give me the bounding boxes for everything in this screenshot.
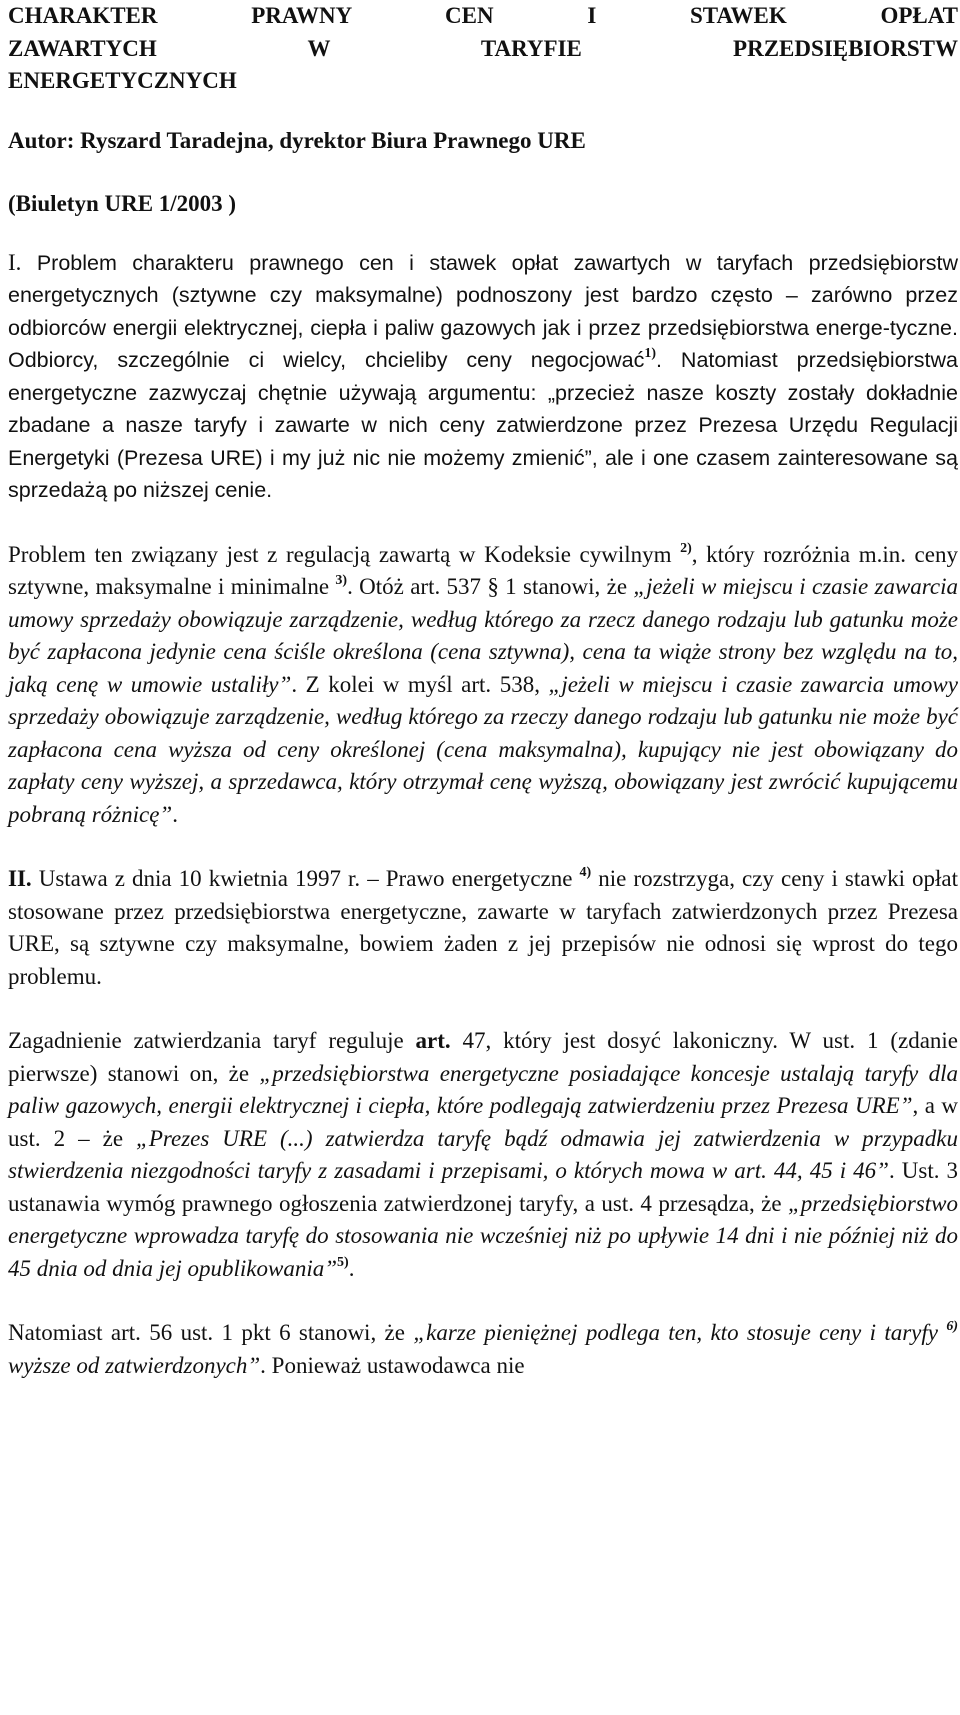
paragraph-2-text-a: Problem ten związany jest z regulacją zawartą w Kodeksie cywilnym	[8, 541, 681, 567]
footnote-ref-2[interactable]: 2)	[680, 540, 692, 556]
paragraph-2-text-c: . Otóż art. 537 § 1 stanowi, że	[347, 574, 634, 599]
footnote-ref-4[interactable]: 4)	[579, 865, 592, 880]
footnote-ref-5[interactable]: 5)	[337, 1254, 349, 1270]
paragraph-5	[8, 1317, 958, 1382]
author-line: Autor: Ryszard Taradejna, dyrektor Biura Prawnego URE	[8, 127, 586, 153]
footnote-ref-1[interactable]: 1)	[644, 346, 656, 361]
bold-art: art.	[415, 1028, 451, 1053]
document-title	[8, 0, 958, 98]
paragraph-3	[8, 863, 958, 993]
paragraph-1-text-b: . Natomiast przedsiębiorstwa energetyczne zazwyczaj chętnie używają argumentu: „przecież nasze koszty zostały dokładnie zbadane a nasze taryfy i zawarte w nich ceny zatwierdzone przez Prezesa Urzędu Regulacji Energetyki (Prezesa URE) i my już nic nie możemy zmienić”, ale i one czasem zainteresowane są sprzedażą po niższej cenie.	[8, 348, 958, 502]
quote-art-47-ust-2: „Prezes URE (...) zatwierdza taryfę bądź odmawia jej zatwierdzenia w przypadku stwierdzenia niezgodności taryfy z zasadami i przepisami, o których mowa w art. 44, 45 i 46”	[8, 1125, 958, 1183]
paragraph-3-text-a: Ustawa z dnia 10 kwietnia 1997 r. – Prawo energetyczne	[31, 866, 580, 891]
paragraph-4-text-b: 47, który jest dosyć lakoniczny. W ust. 1 (zdanie pierwsze) stanowi on, że	[8, 1028, 958, 1086]
title-line-3: ENERGETYCZNYCH	[8, 68, 237, 93]
quote-art-538: „jeżeli w miejscu i czasie zawarcia umowy sprzedaży obowiązuje zarządzenie, według którego za rzeczy danego rodzaju lub gatunku nie może być zapłacona cena wyższa od ceny określonej (cena maksymalna), kupujący nie jest obowiązany do zapłaty ceny wyższej, a sprzedawca, który otrzymał cenę wyższą, obowiązany jest zwrócić kupującemu pobraną różnicę”	[8, 671, 958, 827]
paragraph-4-text-c: , a w ust. 2 – że	[8, 1093, 958, 1151]
quote-art-56-b: wyższe od zatwierdzonych”	[8, 1352, 261, 1378]
paragraph-2	[8, 539, 958, 832]
quote-art-537: „jeżeli w miejscu i czasie zawarcia umowy sprzedaży obowiązuje zarządzenie, według którego za rzecz danego rodzaju lub gatunku może być zapłacona jedynie cena ściśle określona (cena sztywna), cena ta wiąże strony bez względu na to, jaką cenę w umowie ustaliły”	[8, 574, 959, 697]
paragraph-2-text-b: , który rozróżnia m.in. ceny sztywne, maksymalne i minimalne	[8, 541, 958, 599]
paragraph-2-text-d: . Z kolei w myśl art. 538,	[291, 671, 549, 697]
document-page	[8, 0, 958, 1414]
footnote-ref-6[interactable]: 6)	[946, 1319, 958, 1334]
paragraph-2-text-e: .	[172, 801, 178, 827]
footnote-ref-3[interactable]: 3)	[335, 573, 348, 588]
title-line-2: ZAWARTYCH W TARYFIE PRZEDSIĘBIORSTW	[8, 35, 958, 61]
paragraph-3-text-b: nie rozstrzyga, czy ceny i stawki opłat stosowane przez przedsiębiorstwa energetyczne, zawarte w taryfach zatwierdzonych przez Prezesa URE, są sztywne czy maksymalne, bowiem żaden z jej przepisów nie odnosi się wprost do tego problemu.	[8, 866, 958, 989]
paragraph-1-text-a: Problem charakteru prawnego cen i stawek opłat zawartych w taryfach przedsiębiorstw energetycznych (sztywne czy maksymalne) podnoszony jest bardzo często – zarówno przez odbiorców energii elektrycznej, ciepła i paliw gazowych jak i przez przedsiębiorstwa energe-tyczne. Odbiorcy, szczególnie ci wielcy, chcieliby ceny negocjować	[8, 250, 958, 372]
paragraph-4-text-e: .	[348, 1255, 355, 1281]
paragraph-5-text-a: Natomiast art. 56 ust. 1 pkt 6 stanowi, że	[8, 1320, 414, 1345]
quote-art-47-ust-1: „przedsiębiorstwa energetyczne posiadające koncesje ustalają taryfy dla paliw gazowych, energii elektrycznej i ciepła, które podlegają zatwierdzeniu przez Prezesa URE”	[8, 1060, 958, 1118]
source-line: (Biuletyn URE 1/2003 )	[8, 191, 237, 216]
paragraph-5-text-b: . Ponieważ ustawodawca nie	[260, 1352, 525, 1378]
section-number-2: II.	[8, 866, 32, 891]
title-line-1: CHARAKTER PRAWNY CEN I STAWEK OPŁAT	[8, 3, 958, 28]
section-number-1: I.	[8, 249, 22, 275]
paragraph-4-text-d: . Ust. 3 ustanawia wymóg prawnego ogłoszenia zatwierdzonej taryfy, a ust. 4 przesądza, że	[8, 1158, 958, 1216]
paragraph-4-text-a: Zagadnienie zatwierdzania taryf reguluje	[8, 1028, 416, 1053]
paragraph-1	[8, 247, 958, 507]
quote-art-56-a: „karze pieniężnej podlega ten, kto stosuje ceny i taryfy	[413, 1320, 947, 1345]
paragraph-4	[8, 1025, 958, 1285]
quote-art-47-ust-4: „przedsiębiorstwo energetyczne wprowadza taryfę do stosowania nie wcześniej niż po upływie 14 dni i nie później niż do 45 dnia od dnia jej opublikowania”	[8, 1190, 958, 1281]
